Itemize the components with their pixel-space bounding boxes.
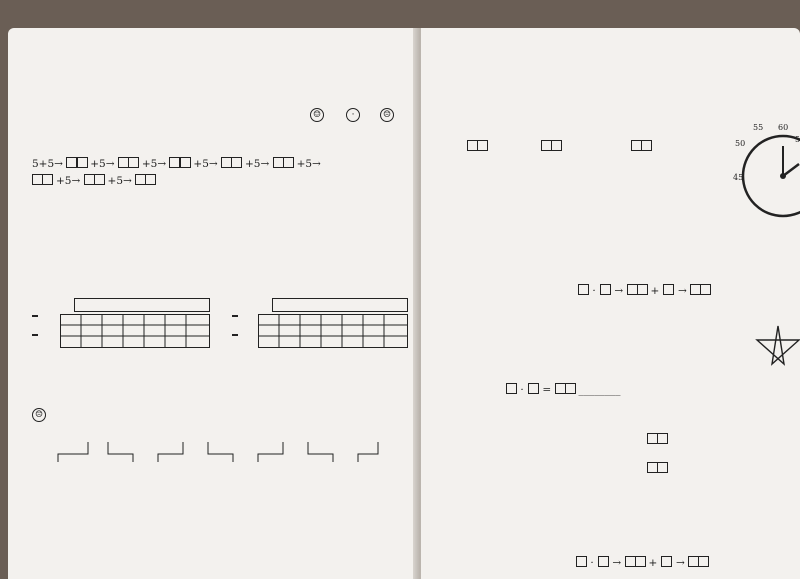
answer-1 [647, 433, 668, 446]
connector-lines [48, 414, 388, 474]
operation-tag-1 [32, 315, 38, 317]
operation-tag-2 [32, 334, 38, 336]
ex59-answer-chain: · → + → [575, 556, 709, 569]
sad-face-icon: ☹ [380, 102, 394, 122]
right-page [421, 28, 800, 579]
operation-tag-4 [232, 334, 238, 336]
clock-label: 5 [795, 135, 800, 144]
ex52-example-1 [467, 140, 488, 153]
ex56-answer: · = ________ [505, 383, 620, 396]
crying-face-icon: ☹ [32, 402, 46, 422]
operation-tag-3 [232, 315, 238, 317]
ex54-answer-chain: · → + → [577, 284, 711, 297]
clock-label: 50 [735, 139, 746, 148]
answer-grid-1 [60, 314, 210, 348]
clock-label: 45 [733, 173, 744, 182]
neutral-face-icon: · [346, 102, 360, 122]
clock-label: 55 [753, 124, 764, 132]
clock-label: 60 [778, 124, 789, 132]
number-strip-1 [74, 298, 210, 312]
number-strip-2 [272, 298, 408, 312]
chain-line-2: +5→ +5→ [32, 174, 156, 187]
smile-face-icon: ☺ [310, 102, 324, 122]
clock-icon [733, 124, 800, 224]
answer-2 [647, 462, 668, 475]
ex52-example-3 [631, 140, 652, 153]
star-icon [755, 324, 800, 370]
ex52-example-2 [541, 140, 562, 153]
chain-line-1: 5+5→ +5→ +5→ +5→ +5→ +5→ [32, 158, 321, 170]
left-page [8, 28, 420, 579]
answer-grid-2 [258, 314, 408, 348]
